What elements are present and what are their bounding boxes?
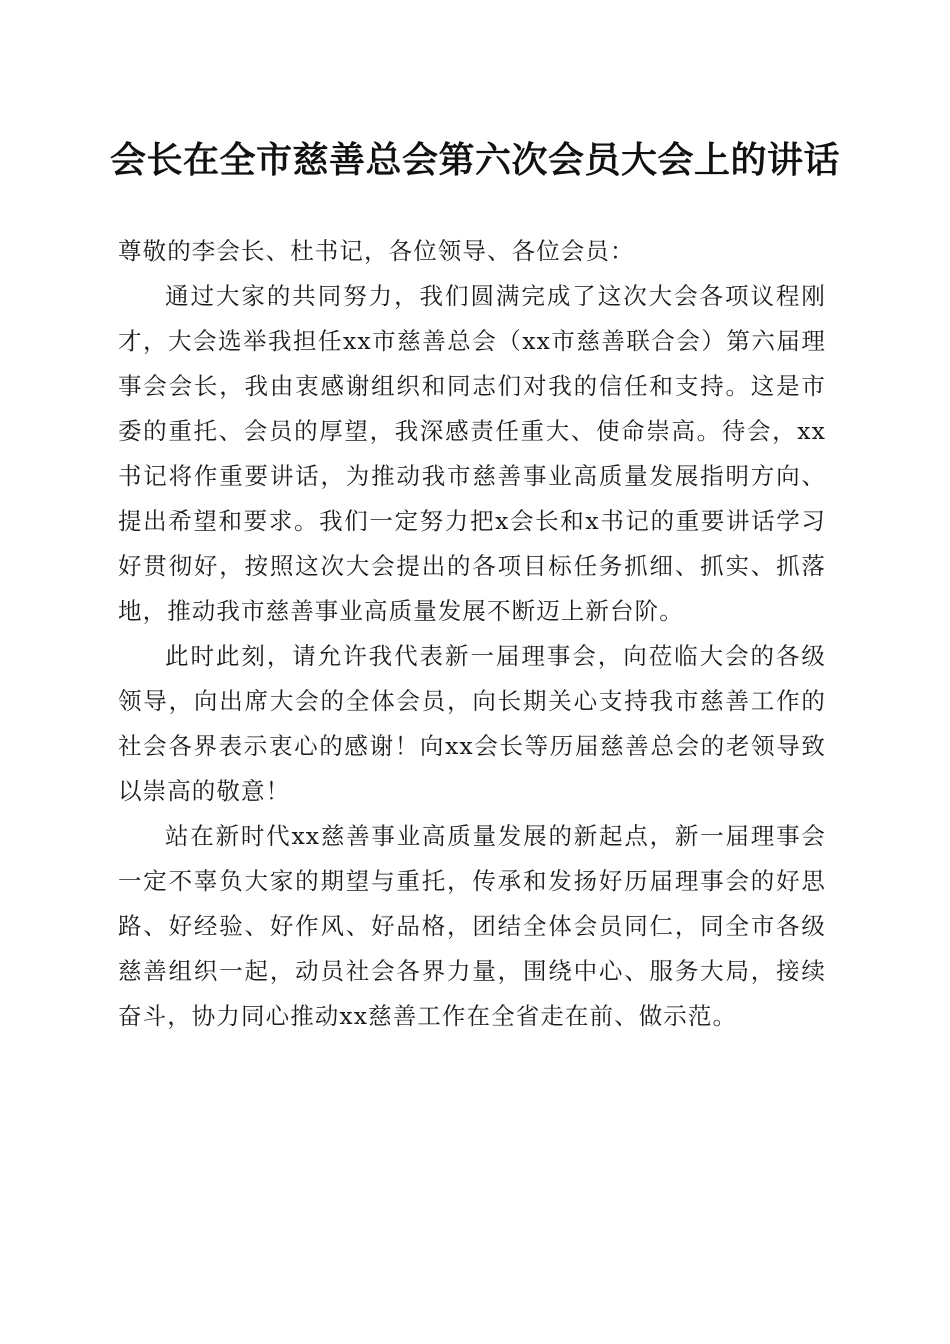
document-title: 会长在全市慈善总会第六次会员大会上的讲话 <box>109 139 840 181</box>
salutation: 尊敬的李会长、杜书记，各位领导、各位会员： <box>118 237 635 265</box>
document-body <box>118 229 826 1039</box>
paragraph: 此时此刻，请允许我代表新一届理事会，向莅临大会的各级领导，向出席大会的全体会员，向长期关心支持我市慈善工作的社会各界表示衷心的感谢！向xx会长等历届慈善总会的老领导致以崇高的敬意！ <box>118 642 826 805</box>
paragraph: 站在新时代xx慈善事业高质量发展的新起点，新一届理事会一定不辜负大家的期望与重托，传承和发扬好历届理事会的好思路、好经验、好作风、好品格，团结全体会员同仁，同全市各级慈善组织一起，动员社会各界力量，围绕中心、服务大局，接续奋斗，协力同心推动xx慈善工作在全省走在前、做示范。 <box>118 822 826 1030</box>
paragraph: 通过大家的共同努力，我们圆满完成了这次大会各项议程刚才，大会选举我担任xx市慈善总会（xx市慈善联合会）第六届理事会会长，我由衷感谢组织和同志们对我的信任和支持。这是市委的重托、会员的厚望，我深感责任重大、使命崇高。待会，xx书记将作重要讲话，为推动我市慈善事业高质量发展指明方向、提出希望和要求。我们一定努力把x会长和x书记的重要讲话学习好贯彻好，按照这次大会提出的各项目标任务抓细、抓实、抓落地，推动我市慈善事业高质量发展不断迈上新台阶。 <box>118 282 826 625</box>
